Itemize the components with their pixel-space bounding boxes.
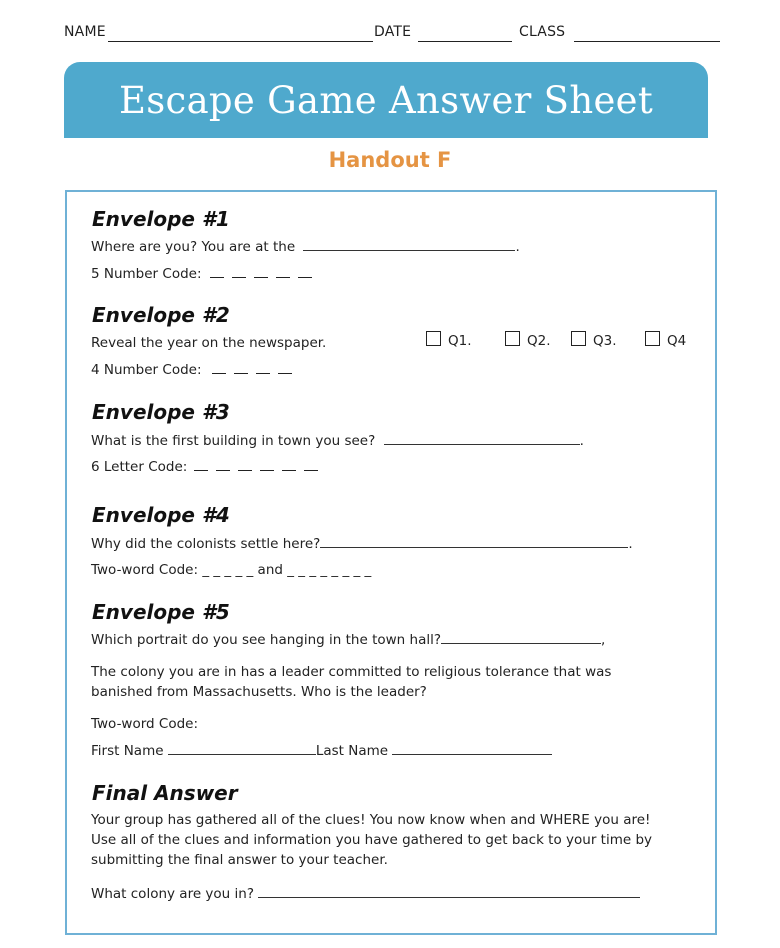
envelope-2-code-label: 4 Number Code: — [91, 362, 202, 378]
envelope-2-question: Reveal the year on the newspaper. — [91, 335, 327, 351]
code-digit[interactable] — [234, 361, 248, 374]
envelope-4-code — [91, 562, 371, 578]
final-answer-heading: Final Answer — [92, 781, 238, 805]
code-digit[interactable] — [212, 361, 226, 374]
envelope-5-heading: Envelope #5 — [92, 600, 230, 624]
checkbox-icon[interactable] — [571, 331, 586, 346]
checkbox-icon[interactable] — [426, 331, 441, 346]
envelope-4-heading: Envelope #4 — [92, 503, 230, 527]
checkbox-label: Q3. — [593, 333, 617, 349]
checkbox-q2[interactable] — [505, 331, 551, 349]
checkbox-q3[interactable] — [571, 331, 617, 349]
final-answer-field[interactable] — [258, 885, 640, 898]
envelope-4-code-blank-1[interactable]: _ _ _ _ _ — [202, 562, 254, 578]
envelope-4-answer-field[interactable] — [320, 535, 628, 548]
class-label: CLASS — [519, 24, 566, 40]
checkbox-icon[interactable] — [645, 331, 660, 346]
envelope-1-heading: Envelope #1 — [92, 207, 230, 231]
code-digit[interactable] — [210, 265, 224, 278]
class-field[interactable] — [574, 41, 720, 42]
envelope-2-heading: Envelope #2 — [92, 303, 230, 327]
date-field[interactable] — [418, 41, 512, 42]
code-digit[interactable] — [232, 265, 246, 278]
envelope-4-code-label: Two-word Code: — [91, 562, 199, 578]
envelope-3-question: What is the first building in town you see? . — [91, 433, 584, 449]
code-letter[interactable] — [194, 458, 208, 471]
code-digit[interactable] — [254, 265, 268, 278]
envelope-5-paragraph-line-2: banished from Massachusetts. Who is the leader? — [91, 684, 427, 700]
final-line-3: submitting the final answer to your teacher. — [91, 852, 388, 868]
code-digit[interactable] — [278, 361, 292, 374]
envelope-3-answer-field[interactable] — [384, 432, 580, 445]
last-name-field[interactable] — [392, 742, 552, 755]
checkbox-icon[interactable] — [505, 331, 520, 346]
envelope-1-question-text: Where are you? You are at the — [91, 239, 296, 255]
envelope-4-question: Why did the colonists settle here? . — [91, 536, 633, 552]
first-name-label: First Name — [91, 743, 164, 759]
checkbox-q1[interactable] — [426, 331, 472, 349]
student-info-line — [64, 24, 720, 44]
code-digit[interactable] — [276, 265, 290, 278]
code-letter[interactable] — [260, 458, 274, 471]
code-digit[interactable] — [256, 361, 270, 374]
code-letter[interactable] — [282, 458, 296, 471]
envelope-5-name-row — [91, 742, 552, 759]
envelope-3-question-text: What is the first building in town you see? — [91, 433, 376, 449]
envelope-1-code — [91, 265, 320, 282]
envelope-1-question: Where are you? You are at the . — [91, 239, 520, 255]
checkbox-q4[interactable] — [645, 331, 686, 349]
envelope-4-code-blank-2[interactable]: _ _ _ _ _ _ _ _ — [287, 562, 372, 578]
final-question — [91, 885, 640, 902]
envelope-2-code — [91, 361, 300, 378]
code-letter[interactable] — [216, 458, 230, 471]
code-letter[interactable] — [238, 458, 252, 471]
envelope-4-and-label: and — [257, 562, 283, 578]
title-banner — [64, 62, 708, 138]
envelope-3-code-label: 6 Letter Code: — [91, 459, 188, 475]
final-line-2: Use all of the clues and information you have gathered to get back to your time by — [91, 832, 653, 848]
handout-label: Handout F — [328, 148, 452, 172]
final-question-text: What colony are you in? — [91, 886, 254, 902]
date-label: DATE — [374, 24, 412, 40]
envelope-5-paragraph-line-1: The colony you are in has a leader committed to religious tolerance that was — [91, 664, 612, 680]
envelope-5-question-text: Which portrait do you see hanging in the town hall? — [91, 632, 442, 648]
envelope-5-question: Which portrait do you see hanging in the town hall? , — [91, 632, 606, 648]
envelope-3-heading: Envelope #3 — [92, 400, 230, 424]
checkbox-label: Q2. — [527, 333, 551, 349]
envelope-1-code-label: 5 Number Code: — [91, 266, 202, 282]
first-name-field[interactable] — [168, 742, 316, 755]
final-line-1: Your group has gathered all of the clues! You now know when and WHERE you are! — [91, 812, 651, 828]
envelope-4-question-text: Why did the colonists settle here? — [91, 536, 321, 552]
envelope-5-answer-field[interactable] — [441, 631, 601, 644]
code-letter[interactable] — [304, 458, 318, 471]
envelope-5-code-label: Two-word Code: — [91, 716, 199, 732]
envelope-1-answer-field[interactable] — [303, 238, 515, 251]
checkbox-label: Q4 — [667, 333, 687, 349]
name-label: NAME — [64, 24, 106, 40]
code-digit[interactable] — [298, 265, 312, 278]
checkbox-label: Q1. — [448, 333, 472, 349]
name-field[interactable] — [108, 41, 373, 42]
page-title: Escape Game Answer Sheet — [118, 78, 654, 122]
last-name-label: Last Name — [315, 743, 389, 759]
envelope-3-code — [91, 458, 326, 475]
